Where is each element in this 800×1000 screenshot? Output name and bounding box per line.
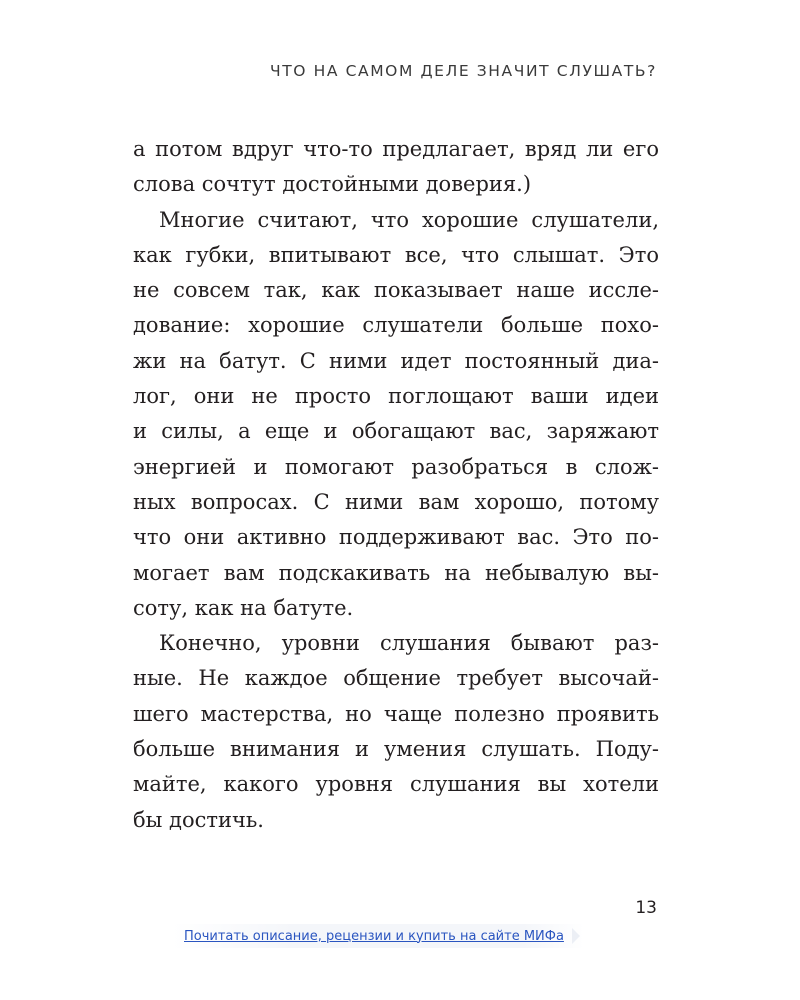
- text-line: и силы, а еще и обогащают вас, заряжают: [133, 419, 659, 444]
- promo-link-label: Почитать описание, рецензии и купить на сайте МИФа: [184, 928, 564, 944]
- body-text: [133, 132, 659, 838]
- text-line: что они активно поддерживают вас. Это по-: [133, 525, 659, 550]
- text-line: энергией и помогают разобраться в слож-: [133, 454, 659, 479]
- text-line: дование: хорошие слушатели больше похо-: [133, 313, 659, 338]
- text-line: могает вам подскакивать на небывалую вы-: [133, 560, 659, 585]
- page-number: 13: [635, 898, 657, 918]
- promo-link[interactable]: [172, 924, 584, 948]
- arrow-right-icon: [572, 928, 580, 944]
- text-line: Многие считают, что хорошие слушатели,: [159, 207, 659, 232]
- text-line: больше внимания и умения слушать. Поду-: [133, 737, 659, 762]
- text-line: ные. Не каждое общение требует высочай-: [133, 666, 659, 691]
- text-line: шего мастерства, но чаще полезно проявить: [133, 701, 659, 726]
- text-line: майте, какого уровня слушания вы хотели: [133, 772, 659, 797]
- text-line: соту, как на батуте.: [133, 595, 354, 620]
- text-line: не совсем так, как показывает наше иссле-: [133, 278, 659, 303]
- text-line: слова сочтут достойными доверия.): [133, 172, 532, 197]
- text-line: ных вопросах. С ними вам хорошо, потому: [133, 489, 659, 514]
- running-header: ЧТО НА САМОМ ДЕЛЕ ЗНАЧИТ СЛУШАТЬ?: [269, 62, 657, 80]
- text-line: бы достичь.: [133, 807, 264, 832]
- text-line: Конечно, уровни слушания бывают раз-: [159, 631, 659, 656]
- text-line: а потом вдруг что-то предлагает, вряд ли его: [133, 137, 659, 161]
- text-line: как губки, впитывают все, что слышат. Это: [133, 242, 659, 267]
- text-line: лог, они не просто поглощают ваши идеи: [133, 384, 659, 409]
- text-line: жи на батут. С ними идет постоянный диа-: [133, 348, 659, 373]
